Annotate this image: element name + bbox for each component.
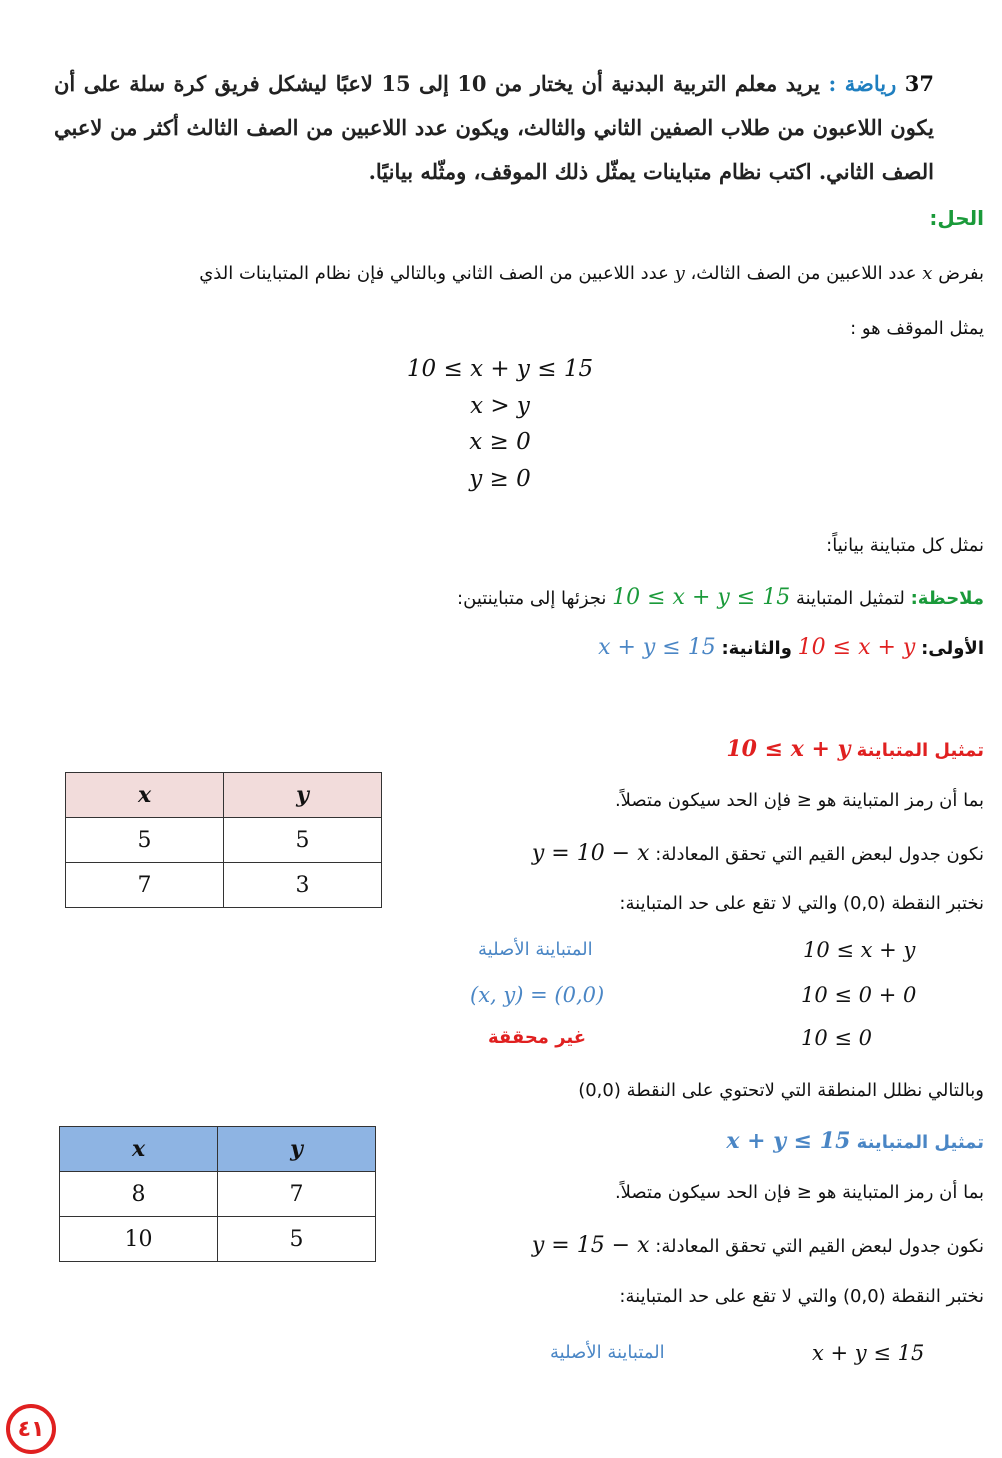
note-label: ملاحظة: bbox=[910, 588, 984, 609]
intro-text-a: بفرض bbox=[938, 263, 984, 284]
part2-line-2-text: نكون جدول لبعض القيم التي تحقق المعادلة: bbox=[655, 1236, 984, 1257]
part2-test-math: x + y ≤ 15 bbox=[812, 1341, 925, 1365]
part2-inequality: x + y ≤ 15 bbox=[726, 1128, 851, 1154]
part2-heading-text: تمثيل المتباينة bbox=[856, 1132, 984, 1153]
part1-line-2-text: نكون جدول لبعض القيم التي تحقق المعادلة: bbox=[655, 844, 984, 865]
system-line-4: y ≥ 0 bbox=[469, 466, 531, 492]
table-cell: 5 bbox=[218, 1217, 376, 1262]
table-row bbox=[66, 863, 382, 908]
part1-test-label-1: المتباينة الأصلية bbox=[478, 939, 593, 960]
intro-text-c: عدد اللاعبين من الصف الثاني وبالتالي فإن نظام المتباينات الذي bbox=[199, 263, 669, 284]
part2-equation: y = 15 − x bbox=[531, 1233, 650, 1258]
page-number-badge: ٤١ bbox=[6, 1404, 56, 1454]
solution-intro-line-2: يمثل الموقف هو : bbox=[850, 318, 984, 339]
part1-test-label-3: غير محققة bbox=[488, 1027, 587, 1048]
system-line-1: 10 ≤ x + y ≤ 15 bbox=[406, 356, 594, 382]
part1-equation: y = 10 − x bbox=[531, 841, 650, 866]
part1-values-table bbox=[65, 772, 382, 908]
var-y: y bbox=[674, 263, 685, 284]
part1-inequality: 10 ≤ x + y bbox=[726, 736, 851, 762]
system-line-2: x > y bbox=[470, 393, 530, 419]
question-paragraph bbox=[54, 62, 934, 194]
part1-test-math-2: 10 ≤ 0 + 0 bbox=[801, 983, 917, 1007]
table-header-y: y bbox=[224, 773, 382, 818]
note-text: لتمثيل المتباينة bbox=[795, 588, 905, 609]
table-cell: 7 bbox=[66, 863, 224, 908]
table-header-y: y bbox=[218, 1127, 376, 1172]
part1-test-label-2: (x, y) = (0,0) bbox=[470, 983, 605, 1007]
part1-line-3: نختبر النقطة (0,0) والتي لا تقع على حد المتباينة: bbox=[619, 893, 984, 914]
table-header-row bbox=[60, 1127, 376, 1172]
part1-line-2 bbox=[532, 841, 984, 866]
table-cell: 8 bbox=[60, 1172, 218, 1217]
part1-conclusion: وبالتالي نظلل المنطقة التي لاتحتوي على النقطة (0,0) bbox=[578, 1080, 984, 1101]
second-inequality: x + y ≤ 15 bbox=[598, 635, 716, 660]
part2-line-1: بما أن رمز المتباينة هو ≤ فإن الحد سيكون متصلاً. bbox=[614, 1182, 984, 1203]
part2-heading bbox=[726, 1128, 984, 1154]
solution-heading: الحل: bbox=[929, 206, 984, 230]
question-text: يريد معلم التربية البدنية أن يختار من 10 إلى 15 لاعبًا ليشكل فريق كرة سلة على أن يكون اللاعبون من طلاب الصفين الثاني والثالث، ويكون عدد اللاعبين من الصف الثالث أكثر من لاعبي الصف الثاني. اكتب نظام متباينات يمثّل ذلك الموقف، ومثّله بيانيًا. bbox=[54, 71, 934, 184]
part2-test-label: المتباينة الأصلية bbox=[550, 1342, 665, 1363]
table-cell: 7 bbox=[218, 1172, 376, 1217]
table-row bbox=[60, 1217, 376, 1262]
part1-heading-text: تمثيل المتباينة bbox=[856, 740, 984, 761]
split-line bbox=[598, 635, 984, 660]
table-cell: 5 bbox=[224, 818, 382, 863]
note-line bbox=[457, 585, 984, 610]
graph-each-text: نمثل كل متباينة بيانياً: bbox=[826, 535, 984, 556]
first-inequality: 10 ≤ x + y bbox=[797, 635, 916, 660]
part1-test-math-3: 10 ≤ 0 bbox=[801, 1026, 873, 1050]
system-line-3: x ≥ 0 bbox=[469, 429, 531, 455]
part1-line-1: بما أن رمز المتباينة هو ≤ فإن الحد سيكون متصلاً. bbox=[614, 790, 984, 811]
part2-line-2 bbox=[532, 1233, 984, 1258]
second-label: والثانية: bbox=[721, 638, 792, 659]
note-inequality: 10 ≤ x + y ≤ 15 bbox=[612, 585, 791, 610]
intro-text-b: عدد اللاعبين من الصف الثالث، bbox=[690, 263, 917, 284]
table-header-x: x bbox=[60, 1127, 218, 1172]
table-header-x: x bbox=[66, 773, 224, 818]
table-cell: 10 bbox=[60, 1217, 218, 1262]
part2-values-table bbox=[59, 1126, 376, 1262]
table-row bbox=[66, 818, 382, 863]
first-label: الأولى: bbox=[921, 638, 984, 659]
part1-heading bbox=[726, 736, 984, 762]
solution-intro-line-1 bbox=[199, 263, 984, 284]
part1-test-math-1: 10 ≤ x + y bbox=[803, 938, 916, 962]
var-x: x bbox=[922, 263, 933, 284]
table-cell: 5 bbox=[66, 818, 224, 863]
note-text-2: نجزئها إلى متباينتين: bbox=[457, 588, 607, 609]
question-topic: رياضة : bbox=[828, 71, 897, 96]
table-cell: 3 bbox=[224, 863, 382, 908]
table-row bbox=[60, 1172, 376, 1217]
table-header-row bbox=[66, 773, 382, 818]
question-number: 37 bbox=[904, 71, 934, 96]
part2-line-3: نختبر النقطة (0,0) والتي لا تقع على حد المتباينة: bbox=[619, 1286, 984, 1307]
